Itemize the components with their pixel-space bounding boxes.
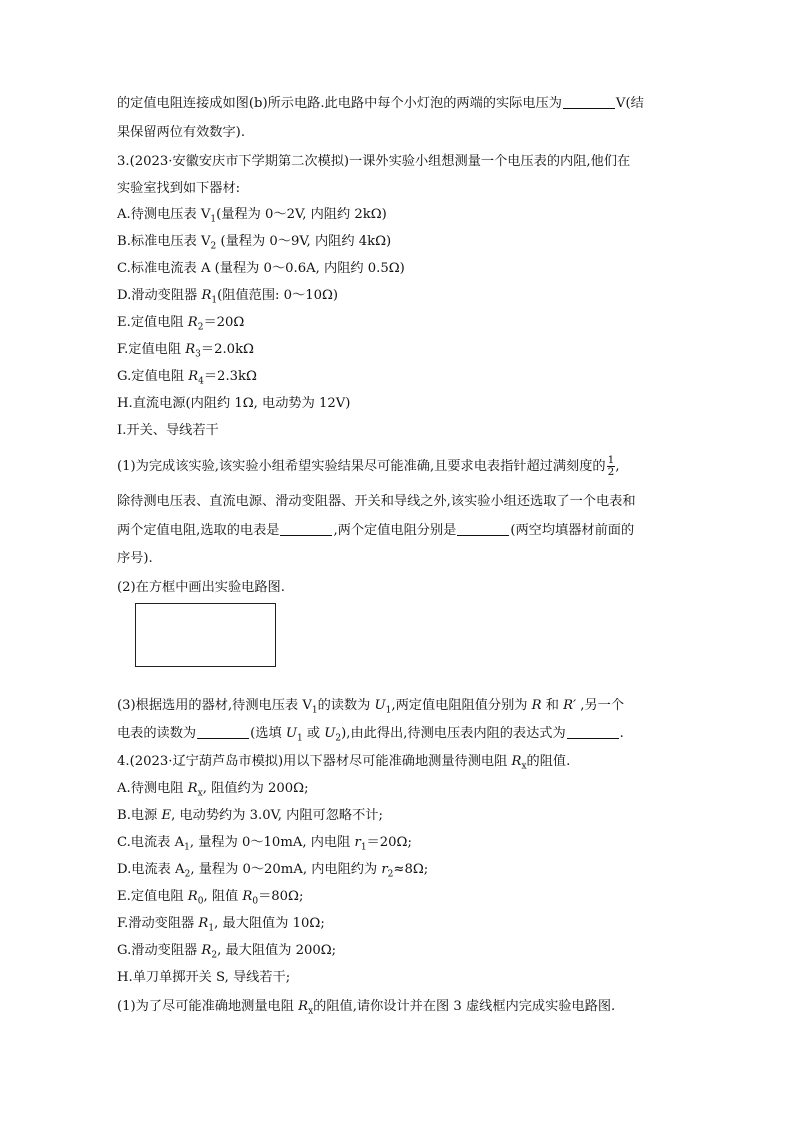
q4-option-e: E.定值电阻 $R_0$, 阻值 $R_0=80\Omega$; — [117, 889, 304, 907]
answer-blank[interactable] — [197, 725, 249, 739]
q3-part1-line2: 除待测电压表、直流电源、滑动变阻器、开关和导线之外,该实验小组还选取了一个电表和 — [117, 494, 636, 509]
q3-option-f: F.定值电阻 $R_3=2.0k\Omega$ — [117, 342, 254, 360]
q2-tail-line2: 果保留两位有效数字). — [117, 125, 246, 140]
q3-heading-line2: 实验室找到如下器材: — [117, 181, 241, 196]
q4-option-b: B.电源 E, 电动势约为 3.0V, 内阻可忽略不计; — [117, 808, 383, 823]
q4-heading: 4.(2023·辽宁葫芦岛市模拟)用以下器材尽可能准确地测量待测电阻 $R_x$的阻值. — [117, 754, 571, 772]
q3-part1-line3: 两个定值电阻,选取的电表是 ,两个定值电阻分别是 (两空均填器材前面的 — [117, 523, 635, 538]
q3-option-i: I.开关、导线若干 — [117, 423, 219, 438]
q4-option-d: D.电流表 $A_2$, 量程为 0～20mA, 内电阻约为 $r_2\approx 8\Omega$; — [117, 862, 429, 880]
circuit-diagram-box — [135, 603, 276, 667]
q2-tail-line1: 的定值电阻连接成如图(b)所示电路.此电路中每个小灯泡的两端的实际电压为 V(结 — [117, 96, 644, 111]
q3-option-g: G.定值电阻 $R_4=2.3k\Omega$ — [117, 369, 257, 387]
q4-option-g: G.滑动变阻器 $R_2$, 最大阻值为 200Ω; — [117, 943, 337, 961]
q3-part3-line2: 电表的读数为 (选填 $U_1$ 或 $U_2$),由此得出,待测电压表内阻的表达式为 . — [117, 726, 624, 744]
fraction-one-half: $\frac{1}{2}$ — [607, 454, 615, 478]
q3-part3-line1: (3)根据选用的器材,待测电压表 $V_1$的读数为 $U_1$,两定值电阻阻值分别为 R 和 R′ ,另一个 — [117, 698, 625, 716]
q3-option-e: E.定值电阻 $R_2=20\Omega$ — [117, 315, 245, 333]
q4-option-a: A.待测电阻 $R_x$, 阻值约为 200Ω; — [117, 781, 309, 799]
q3-option-h: H.直流电源(内阻约 1Ω, 电动势为 12V) — [117, 396, 351, 411]
q3-option-d: D.滑动变阻器 $R_1$(阻值范围: 0～10Ω) — [117, 288, 339, 306]
q4-option-c: C.电流表 $A_1$, 量程为 0～10mA, 内电阻 $r_1=20\Omega$; — [117, 835, 412, 853]
q4-option-h: H.单刀单掷开关 S, 导线若干; — [117, 970, 291, 985]
q3-part1-line4: 序号). — [117, 551, 153, 566]
answer-blank[interactable] — [563, 95, 615, 109]
answer-blank[interactable] — [457, 522, 509, 536]
q3-part1-line1: (1)为完成该实验,该实验小组希望实验结果尽可能准确,且要求电表指针超过满刻度的 $\frac{1}{2}$ , — [117, 454, 620, 478]
answer-blank[interactable] — [567, 725, 619, 739]
answer-blank[interactable] — [280, 522, 332, 536]
q3-heading-line1: 3.(2023·安徽安庆市下学期第二次模拟)一课外实验小组想测量一个电压表的内阻,他们在 — [117, 154, 631, 169]
q3-option-c: C.标准电流表 A (量程为 0～0.6A, 内阻约 0.5Ω) — [117, 261, 405, 276]
q4-option-f: F.滑动变阻器 $R_1$, 最大阻值为 10Ω; — [117, 916, 325, 934]
q3-option-a: A.待测电压表 $V_1$(量程为 0～2V, 内阻约 2kΩ) — [117, 207, 387, 225]
q3-option-b: B.标准电压表 $V_2$ (量程为 0～9V, 内阻约 4kΩ) — [117, 234, 392, 252]
q3-part2: (2)在方框中画出实验电路图. — [117, 580, 285, 595]
q4-part1: (1)为了尽可能准确地测量电阻 $R_x$的阻值,请你设计并在图 3 虚线框内完成实验电路图. — [117, 999, 616, 1017]
